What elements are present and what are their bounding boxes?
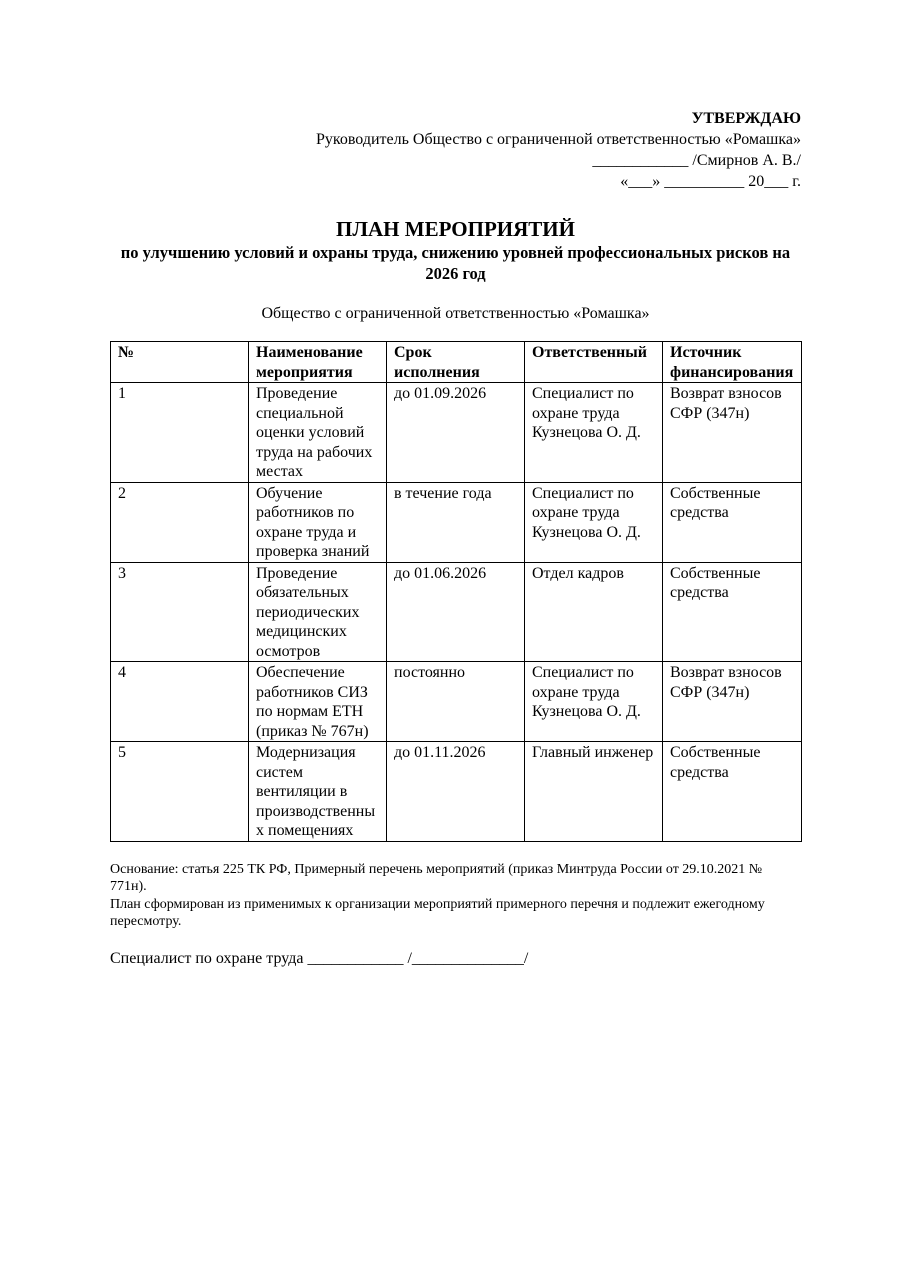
page-subtitle: по улучшению условий и охраны труда, снижению уровней профессиональных рисков на 2026 год: [120, 243, 791, 283]
basis-text: Основание: статья 225 ТК РФ, Примерный перечень мероприятий (приказ Минтруда России от 29.10.2021 № 771н).: [110, 861, 763, 894]
cell-number: 5: [111, 742, 249, 842]
column-header-deadline: Срок исполнения: [387, 342, 525, 383]
cell-deadline: постоянно: [387, 662, 525, 742]
table-row: [111, 482, 802, 562]
cell-activity: Проведение специальной оценки условий труда на рабочих местах: [249, 383, 387, 483]
cell-activity: Обучение работников по охране труда и проверка знаний: [249, 482, 387, 562]
cell-number: 3: [111, 562, 249, 662]
cell-responsible: Специалист по охране труда Кузнецова О. Д.: [525, 482, 663, 562]
column-header-number: №: [111, 342, 249, 383]
approval-block: [110, 108, 801, 192]
column-header-responsible: Ответственный: [525, 342, 663, 383]
cell-funding: Собственные средства: [663, 482, 802, 562]
cell-responsible: Отдел кадров: [525, 562, 663, 662]
table-row: [111, 662, 802, 742]
cell-activity: Модернизация систем вентиляции в производственных помещениях: [249, 742, 387, 842]
cell-deadline: до 01.06.2026: [387, 562, 525, 662]
document-page: [110, 108, 801, 969]
cell-funding: Собственные средства: [663, 562, 802, 662]
cell-responsible: Специалист по охране труда Кузнецова О. Д.: [525, 383, 663, 483]
title-block: [110, 216, 801, 284]
cell-responsible: Специалист по охране труда Кузнецова О. Д.: [525, 662, 663, 742]
cell-number: 4: [111, 662, 249, 742]
page-title: ПЛАН МЕРОПРИЯТИЙ: [336, 217, 575, 241]
basis-block: [110, 861, 801, 931]
approval-position: Руководитель Общество с ограниченной ответственностью «Ромашка»: [315, 131, 801, 148]
plan-table: [110, 341, 802, 842]
cell-deadline: до 01.11.2026: [387, 742, 525, 842]
cell-number: 1: [111, 383, 249, 483]
cell-activity: Проведение обязательных периодических медицинских осмотров: [249, 562, 387, 662]
cell-funding: Возврат взносов СФР (347н): [663, 662, 802, 742]
approval-title: УТВЕРЖДАЮ: [691, 110, 801, 127]
table-row: [111, 383, 802, 483]
approval-signature-line: ____________ /Смирнов А. В./: [592, 152, 801, 169]
column-header-activity: Наименование мероприятия: [249, 342, 387, 383]
table-row: [111, 742, 802, 842]
specialist-signature-line: Специалист по охране труда ____________ /______________/: [110, 949, 529, 967]
table-header-row: [111, 342, 802, 383]
organization-name: Общество с ограниченной ответственностью «Ромашка»: [261, 305, 650, 322]
cell-number: 2: [111, 482, 249, 562]
cell-activity: Обеспечение работников СИЗ по нормам ЕТН (приказ № 767н): [249, 662, 387, 742]
column-header-funding: Источник финансирования: [663, 342, 802, 383]
review-note: План сформирован из применимых к организации мероприятий примерного перечня и подлежит ежегодному пересмотру.: [110, 896, 765, 929]
cell-deadline: в течение года: [387, 482, 525, 562]
cell-funding: Собственные средства: [663, 742, 802, 842]
cell-deadline: до 01.09.2026: [387, 383, 525, 483]
table-row: [111, 562, 802, 662]
approval-date-line: «___» __________ 20___ г.: [620, 173, 801, 190]
cell-funding: Возврат взносов СФР (347н): [663, 383, 802, 483]
cell-responsible: Главный инженер: [525, 742, 663, 842]
